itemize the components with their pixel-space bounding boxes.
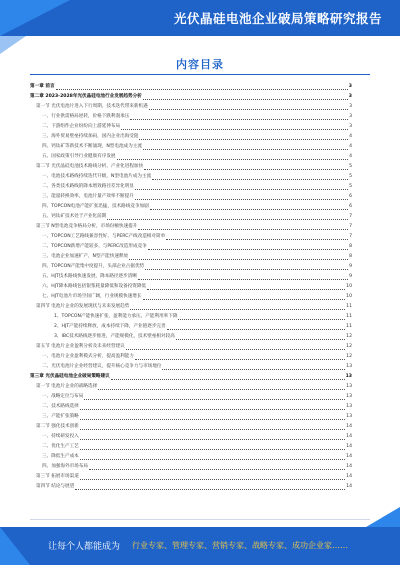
toc-leader-dots [178,318,345,320]
toc-entry-page: 6 [349,194,352,199]
toc-entry-title: 第二节 强化技术创新 [36,424,79,429]
toc-leader-dots [111,378,345,380]
report-title: 光伏晶硅电池企业破局策略研究报告 [173,11,382,26]
toc-entry-title: 第四节 结论与展望 [36,484,75,489]
toc-entry[interactable] [30,242,352,252]
toc-entry[interactable] [30,482,352,492]
toc-entry-page: 10 [346,284,352,289]
toc-leader-dots [80,448,345,450]
toc-entry[interactable] [30,272,352,282]
toc-leader-dots [80,428,345,430]
corner-decoration-right [366,507,400,527]
toc-entry-page: 14 [346,444,352,449]
toc-entry-page: 12 [346,334,352,339]
toc-entry-page: 8 [349,254,352,259]
toc-heading-divider [30,74,370,75]
toc-entry[interactable] [30,462,352,472]
toc-leader-dots [144,168,348,170]
toc-entry-title: 第二节 光伏晶硅电池技术路线分析，产业化进程加快 [36,164,144,169]
toc-leader-dots [107,218,348,220]
toc-entry-title: 三、电池企业加速扩产，N型产能快速释放 [42,254,129,259]
toc-entry-page: 5 [349,174,352,179]
toc-entry-page: 13 [346,364,352,369]
toc-entry[interactable] [30,132,352,142]
toc-leader-dots [147,288,345,290]
toc-entry[interactable] [30,412,352,422]
toc-entry-title: 四、钙钛矿等新技术不断涌现，N型电池成为主流 [42,144,142,149]
toc-entry-title: 第三节 拓展市场渠道 [36,474,79,479]
toc-entry[interactable] [30,472,352,482]
corner-decoration [0,36,26,54]
toc-leader-dots [130,118,348,120]
toc-leader-dots [145,268,348,270]
toc-entry-title: 第二章 2023-2028年光伏晶硅电池行业发展趋势分析 [30,94,142,99]
toc-leader-dots [152,178,348,180]
toc-leader-dots [117,158,349,160]
toc-entry[interactable] [30,122,352,132]
toc-entry-page: 14 [346,434,352,439]
toc-entry-page: 4 [349,154,352,159]
toc-entry[interactable] [30,382,352,392]
toc-leader-dots [162,368,345,370]
toc-entry-title: 第一节 电池片企业的战略选择 [36,384,98,389]
toc-leader-dots [143,98,348,100]
toc-entry-page: 3 [349,104,352,109]
toc-leader-dots [80,408,345,410]
toc-entry-title: 一、持续研发投入 [42,434,79,439]
toc-entry-title: 四、加强海外市场布局 [42,464,88,469]
toc-entry[interactable] [30,452,352,462]
toc-entry-title: 二、优化生产工艺 [42,444,79,449]
toc-entry[interactable] [30,172,352,182]
toc-entry-page: 8 [349,244,352,249]
toc-entry-title: 1、TOPCON产能快速扩张，盈利能力承压，产能利用率下降 [54,314,178,319]
toc-leader-dots [80,438,345,440]
toc-entry-title: 二、各类技术路线的降本增效路径差异化明显 [42,184,134,189]
toc-leader-dots [143,298,346,300]
toc-entry-page: 5 [349,184,352,189]
toc-leader-dots [80,478,345,480]
toc-entry[interactable] [30,192,352,202]
toc-entry[interactable] [30,302,352,312]
toc-entry-page: 6 [349,204,352,209]
toc-leader-dots [135,198,348,200]
toc-entry-page: 14 [346,464,352,469]
toc-entry[interactable] [30,312,352,322]
toc-entry-page: 9 [349,274,352,279]
toc-entry-title: 第五节 电池片企业盈利分析及未来经营建议 [36,344,125,349]
toc-entry[interactable] [30,232,352,242]
toc-entry-page: 12 [346,344,352,349]
toc-entry-page: 14 [346,474,352,479]
header-decoration [0,0,70,36]
toc-entry-title: 五、HJT技术路线快速发展，降本路径逐步清晰 [42,274,137,279]
toc-entry-page: 14 [346,424,352,429]
toc-entry-title: 三、海外贸易壁垒持续加码，国内企业出海受阻 [42,134,139,139]
toc-entry-page: 13 [346,404,352,409]
toc-entry-title: 二、TOPCON新增产能较多，与PERC改造形成竞争 [42,244,147,249]
footer-roles: 行业专家、管理专家、营销专家、战略专家、成功企业家…… [132,541,348,550]
toc-entry[interactable] [30,252,352,262]
toc-leader-dots [138,228,348,230]
toc-entry-title: 六、HJT降本路线包括银浆耗量降低和设备投资降低 [42,284,147,289]
toc-entry-title: 第一节 光伏电池片进入下行周期，技术迭代带来新机遇 [36,104,148,109]
toc-entry-title: 五、钙钛矿技术处于产业化前期 [42,214,107,219]
toc-entry[interactable] [30,392,352,402]
toc-entry[interactable] [30,352,352,362]
toc-entry-page: 13 [346,414,352,419]
toc-leader-dots [130,308,345,310]
toc-entry[interactable] [30,82,352,92]
toc-leader-dots [84,398,345,400]
toc-leader-dots [135,188,348,190]
toc-entry[interactable] [30,422,352,432]
toc-entry-page: 11 [346,314,352,319]
toc-entry[interactable] [30,222,352,232]
toc-leader-dots [167,328,346,330]
toc-entry[interactable] [30,432,352,442]
toc-leader-dots [80,458,345,460]
toc-entry[interactable] [30,402,352,412]
toc-entry-title: 3、IBC技术路线逐步推进，产能规模化，技术壁垒相对较高 [54,334,175,339]
toc-entry-page: 5 [349,164,352,169]
toc-entry-title: 第一章 前言 [30,84,55,89]
toc-entry-page: 3 [349,124,352,129]
toc-entry-title: 二、技术路线选择 [42,404,79,409]
toc-heading: 内容目录 [176,58,224,71]
toc-entry-title: 二、下游组件企业纷纷向上游延伸布局 [42,124,121,129]
toc-entry[interactable] [30,282,352,292]
toc-entry-page: 3 [348,94,352,99]
toc-entry[interactable] [30,322,352,332]
toc-entry[interactable] [30,92,352,102]
toc-leader-dots [80,418,345,420]
toc-leader-dots [126,348,345,350]
toc-leader-dots [166,238,348,240]
toc-entry-page: 7 [349,224,352,229]
toc-entry-page: 11 [346,304,352,309]
toc-entry[interactable] [30,442,352,452]
toc-entry-page: 7 [349,234,352,239]
toc-leader-dots [135,358,345,360]
toc-entry[interactable] [30,142,352,152]
toc-entry[interactable] [30,182,352,192]
footer-decoration [0,527,30,565]
toc-entry-page: 3 [348,84,352,89]
toc-leader-dots [143,148,348,150]
toc-entry-page: 13 [346,394,352,399]
toc-leader-dots [75,488,345,490]
toc-entry-title: 四、TOPCON产能集中度提升，头部企业占据优势 [42,264,145,269]
toc-entry[interactable] [30,112,352,122]
toc-entry-title: 三、降低生产成本 [42,454,79,459]
toc-entry-title: 一、TOPCON工艺路线兼容性好，与PERC产线改造相对简单 [42,234,166,239]
toc-entry-title: 五、国家政策引导行业健康有序发展 [42,154,116,159]
toc-entry-title: 第三节 N型电池竞争格局分析，市场份额快速提升 [36,224,138,229]
toc-leader-dots [149,108,348,110]
toc-entry-page: 7 [349,214,352,219]
toc-entry-page: 13 [346,384,352,389]
table-of-contents [30,82,352,492]
toc-entry-title: 七、HJT电池片市场空间广阔，行业规模快速增长 [42,294,142,299]
toc-entry-title: 一、战略定位与布局 [42,394,84,399]
toc-entry[interactable] [30,152,352,162]
toc-entry[interactable] [30,342,352,352]
toc-entry-title: 一、电池技术路线持续迭代升级，N型电池片成为主流 [42,174,152,179]
footer-divider [30,519,370,520]
toc-entry[interactable] [30,372,352,382]
toc-entry-page: 14 [346,484,352,489]
toc-entry[interactable] [30,362,352,372]
toc-entry-page: 4 [349,134,352,139]
toc-leader-dots [148,248,348,250]
toc-entry-page: 12 [346,354,352,359]
toc-entry-page: 9 [349,264,352,269]
toc-leader-dots [139,138,348,140]
toc-entry-title: 三、产能扩张策略 [42,414,79,419]
footer-bar [0,527,400,565]
toc-entry-page: 3 [349,114,352,119]
toc-leader-dots [129,258,348,260]
toc-entry-title: 第三章 光伏晶硅电池企业破局策略建议 [30,374,110,379]
toc-leader-dots [89,468,345,470]
toc-entry-title: 一、行业供需格局逆转，价格下跌利润承压 [42,114,130,119]
toc-entry[interactable] [30,262,352,272]
toc-entry-title: 二、光伏电池片企业经营建议，提升核心竞争力与市场地位 [42,364,162,369]
toc-entry-title: 三、能量转换效率，电池片量产效率不断提升 [42,194,134,199]
toc-entry-page: 14 [346,454,352,459]
toc-entry-title: 一、电池片企业盈利模式分析，提高盈利能力 [42,354,134,359]
toc-leader-dots [176,338,345,340]
toc-entry[interactable] [30,202,352,212]
toc-entry-title: 2、HJT产能持续释放，成本持续下降，产业链逐步完善 [54,324,166,329]
toc-entry-page: 4 [349,144,352,149]
toc-entry[interactable] [30,162,352,172]
toc-entry[interactable] [30,332,352,342]
toc-entry-title: 第四节 电池片企业的发展现状与未来发展趋势 [36,304,130,309]
toc-leader-dots [138,278,348,280]
toc-leader-dots [98,388,345,390]
toc-entry-page: 13 [345,374,352,379]
toc-leader-dots [150,208,348,210]
toc-entry[interactable] [30,102,352,112]
toc-leader-dots [121,128,348,130]
toc-entry[interactable] [30,292,352,302]
header-bar [0,0,400,36]
toc-entry-page: 10 [346,294,352,299]
toc-entry[interactable] [30,212,352,222]
footer-slogan: 让每个人都能成为 [48,542,121,552]
toc-entry-title: 四、TOPCON电池产能扩张迅猛，技术路线竞争加剧 [42,204,149,209]
toc-leader-dots [56,88,348,90]
toc-entry-page: 11 [346,324,352,329]
